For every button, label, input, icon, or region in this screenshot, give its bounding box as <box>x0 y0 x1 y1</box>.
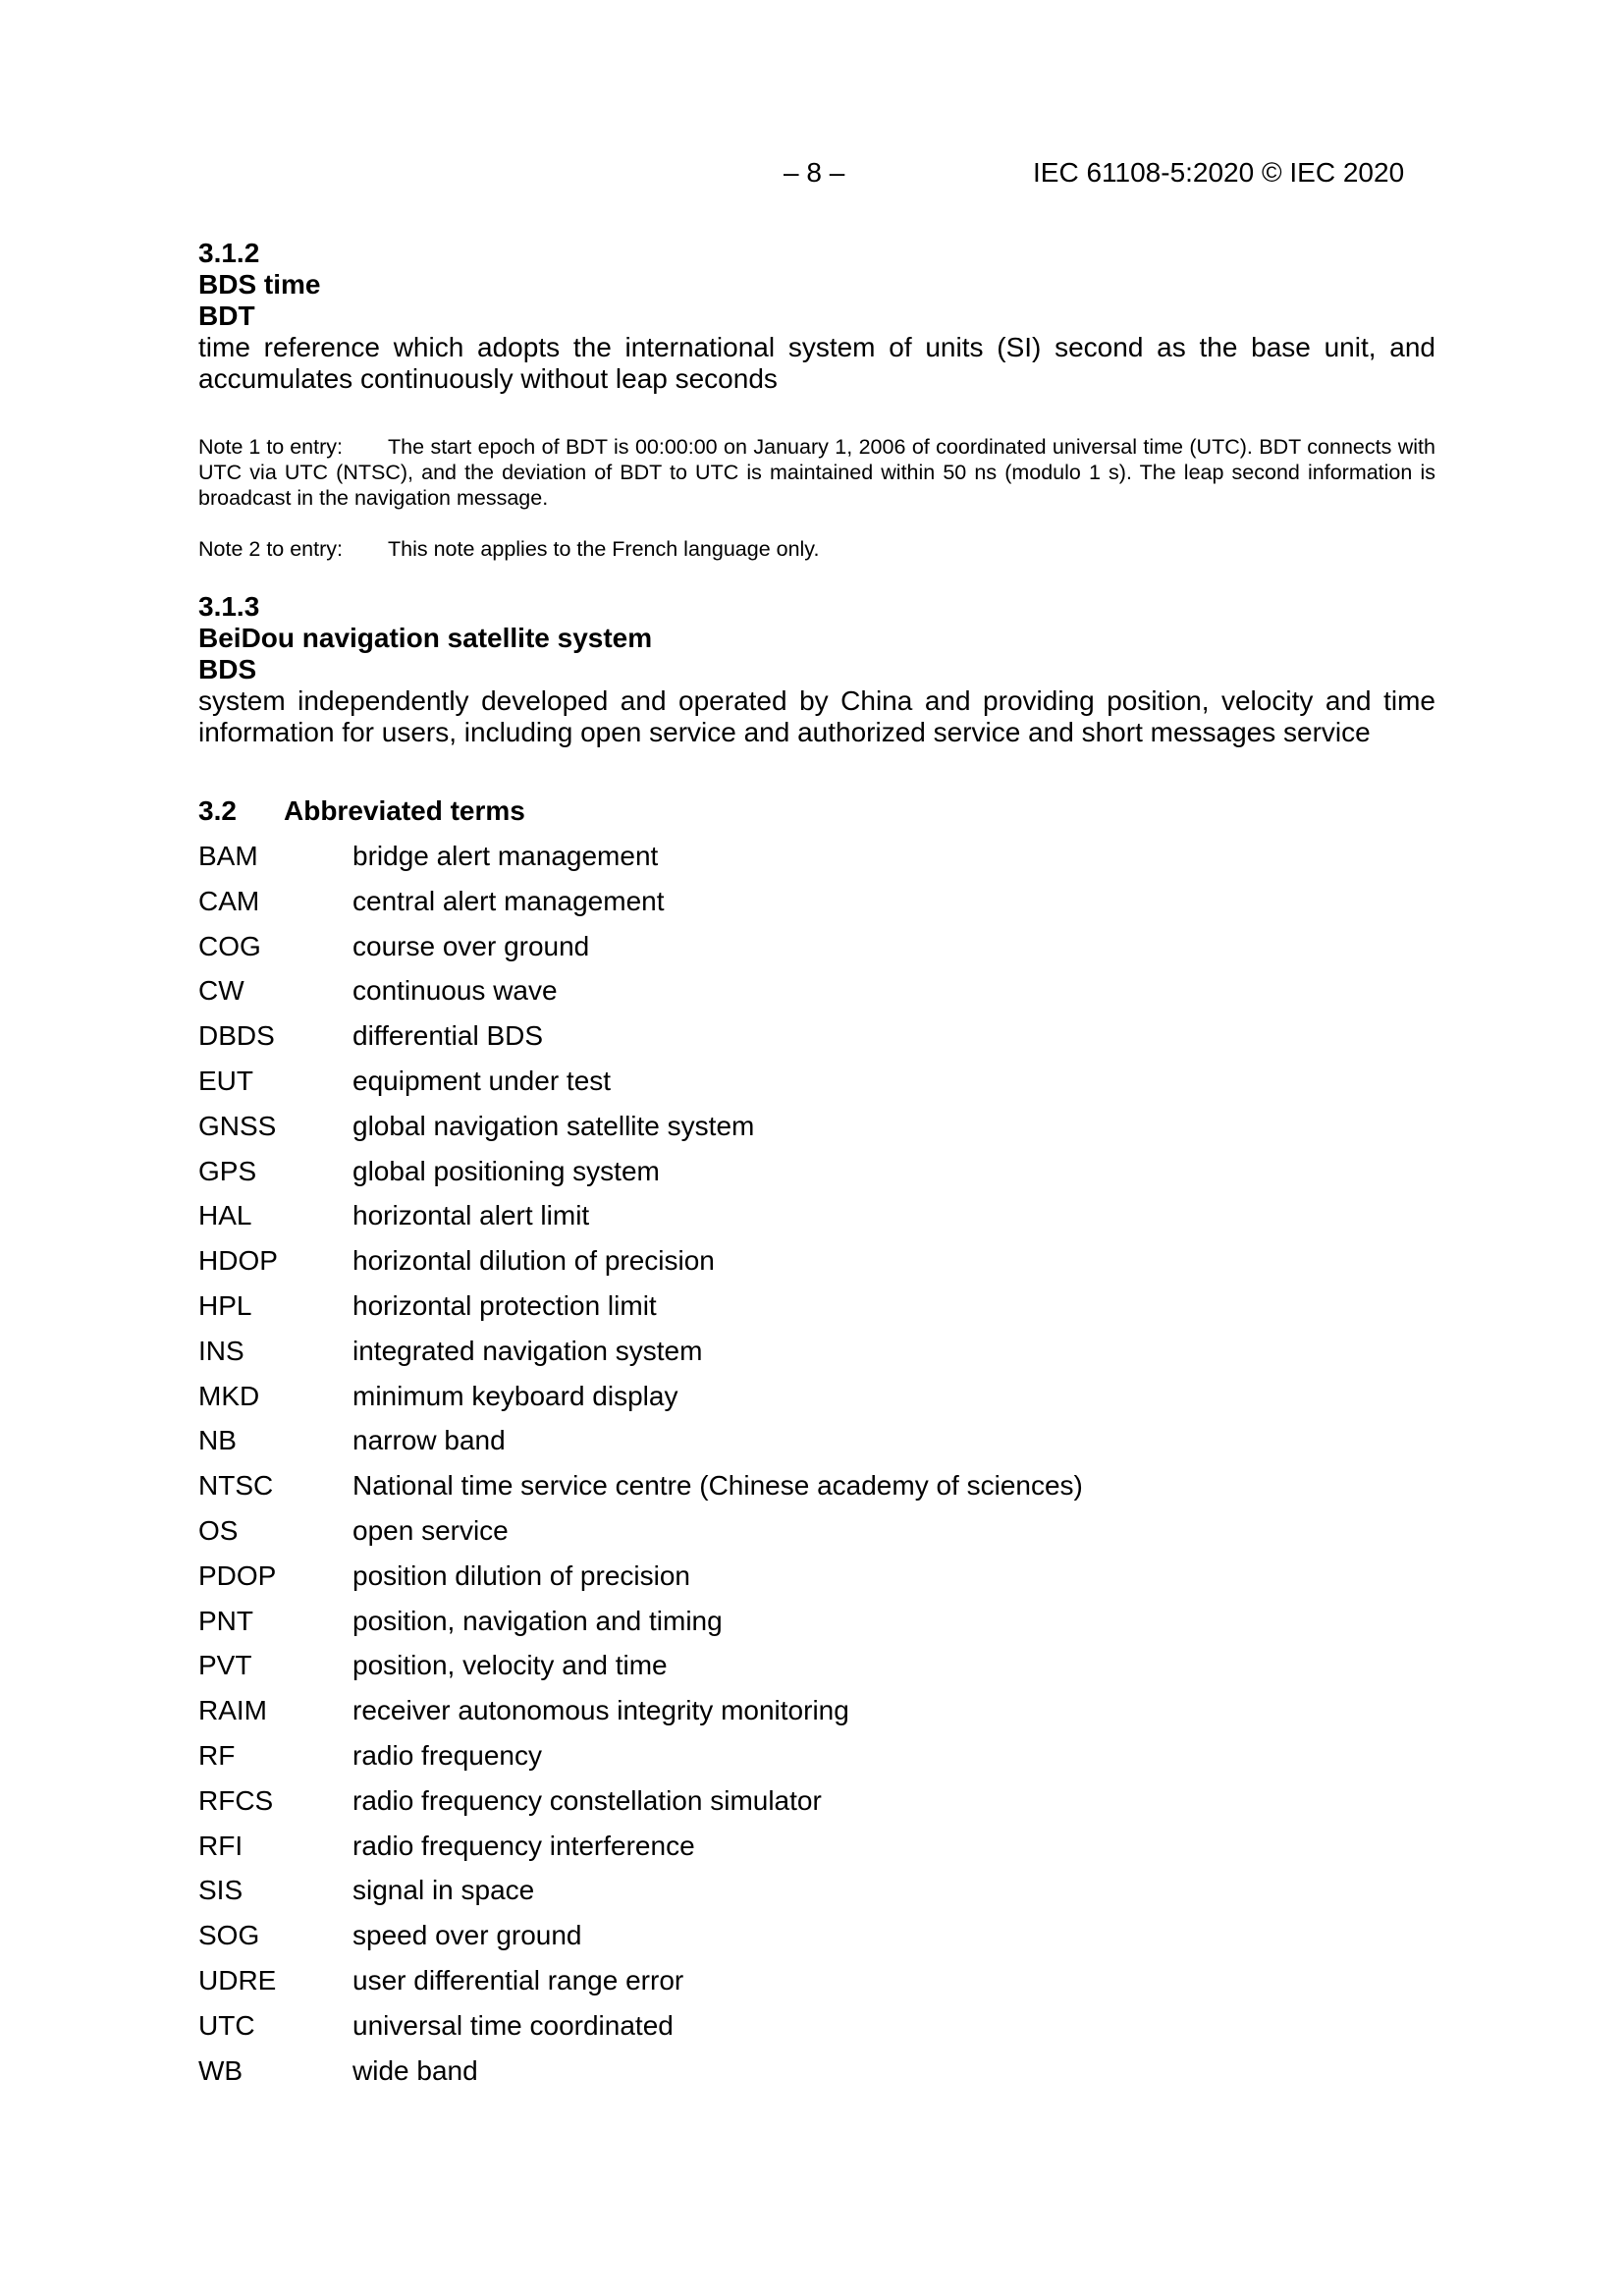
abbreviation-term: PVT <box>198 1650 252 1681</box>
abbreviation-term: SOG <box>198 1920 260 1951</box>
abbreviation-meaning: user differential range error <box>352 1964 684 1995</box>
abbreviation-meaning: continuous wave <box>352 975 558 1007</box>
abbreviation-meaning: radio frequency <box>352 1739 543 1771</box>
abbreviation-list <box>198 841 1435 2100</box>
abbreviation-row <box>198 975 1435 1020</box>
abbreviation-term: NB <box>198 1425 237 1456</box>
abbreviation-row <box>198 1606 1435 1651</box>
abbreviation-term: NTSC <box>198 1470 274 1502</box>
abbreviation-term: COG <box>198 930 261 961</box>
abbreviation-term: BAM <box>198 841 258 871</box>
abbreviation-meaning: position, velocity and time <box>352 1650 668 1681</box>
term-name: BeiDou navigation satellite system <box>198 623 653 653</box>
term-abbreviation: BDS <box>198 654 257 684</box>
abbreviation-meaning: narrow band <box>352 1425 506 1456</box>
abbreviation-meaning: course over ground <box>352 930 590 961</box>
abbreviation-row <box>198 1200 1435 1245</box>
note-2-label: Note 2 to entry: <box>198 537 343 561</box>
abbreviation-meaning: position, navigation and timing <box>352 1605 723 1636</box>
abbreviation-row <box>198 1111 1435 1156</box>
abbreviation-term: RF <box>198 1739 236 1771</box>
document-reference: IEC 61108-5:2020 © IEC 2020 <box>1033 157 1405 188</box>
abbreviation-meaning: wide band <box>352 2054 478 2086</box>
abbreviation-meaning: integrated navigation system <box>352 1335 703 1366</box>
abbreviation-term: INS <box>198 1335 244 1366</box>
section-number: 3.2 <box>198 795 237 826</box>
abbreviation-meaning: minimum keyboard display <box>352 1380 678 1411</box>
abbreviation-term: DBDS <box>198 1020 275 1052</box>
abbreviation-term: CAM <box>198 885 260 916</box>
abbreviation-term: HAL <box>198 1200 252 1231</box>
abbreviation-row <box>198 2055 1435 2101</box>
abbreviation-meaning: speed over ground <box>352 1920 582 1951</box>
abbreviation-meaning: open service <box>352 1514 509 1546</box>
abbreviation-meaning: universal time coordinated <box>352 2009 674 2041</box>
abbreviation-meaning: equipment under test <box>352 1065 612 1096</box>
abbreviation-row <box>198 1515 1435 1560</box>
abbreviation-term: GPS <box>198 1155 257 1186</box>
abbreviation-row <box>198 1965 1435 2010</box>
abbreviation-meaning: central alert management <box>352 885 665 916</box>
term-definition: time reference which adopts the international system of units (SI) second as the base unit, and accumulates continuously without leap seconds <box>198 332 1435 394</box>
abbreviation-meaning: bridge alert management <box>352 841 659 871</box>
abbreviation-term: HDOP <box>198 1245 278 1277</box>
abbreviation-row <box>198 1650 1435 1695</box>
note-1-text: The start epoch of BDT is 00:00:00 on January 1, 2006 of coordinated universal time (UTC). BDT connects with UTC via UTC (NTSC), and the deviation of BDT to UTC is maintained within 50 ns (modulo 1 s). The leap second information is broadcast in the navigation message. <box>198 435 1435 510</box>
abbreviation-term: PDOP <box>198 1559 277 1591</box>
abbreviation-term: OS <box>198 1514 239 1546</box>
abbreviation-term: WB <box>198 2054 243 2086</box>
abbreviation-meaning: radio frequency interference <box>352 1830 695 1861</box>
term-number: 3.1.3 <box>198 591 260 622</box>
abbreviation-meaning: signal in space <box>352 1875 535 1906</box>
abbreviation-row <box>198 841 1435 886</box>
abbreviation-row <box>198 886 1435 931</box>
abbreviation-term: UDRE <box>198 1964 277 1995</box>
abbreviation-row <box>198 931 1435 976</box>
term-number: 3.1.2 <box>198 238 260 268</box>
abbreviation-row <box>198 1831 1435 1876</box>
abbreviation-meaning: global positioning system <box>352 1155 660 1186</box>
abbreviation-term: PNT <box>198 1605 253 1636</box>
abbreviation-row <box>198 1875 1435 1920</box>
note-2 <box>198 536 1435 562</box>
term-abbreviation: BDT <box>198 301 255 331</box>
abbreviation-row <box>198 1020 1435 1066</box>
page-number: – 8 – <box>784 157 845 188</box>
term-name: BDS time <box>198 269 321 300</box>
abbreviation-row <box>198 1066 1435 1111</box>
abbreviation-meaning: National time service centre (Chinese academy of sciences) <box>352 1470 1083 1502</box>
abbreviation-meaning: global navigation satellite system <box>352 1110 755 1141</box>
abbreviation-meaning: horizontal dilution of precision <box>352 1245 715 1277</box>
abbreviation-term: EUT <box>198 1065 253 1096</box>
abbreviation-row <box>198 1336 1435 1381</box>
note-1-label: Note 1 to entry: <box>198 435 343 459</box>
abbreviation-term: CW <box>198 975 244 1007</box>
abbreviation-term: RAIM <box>198 1695 267 1726</box>
abbreviation-row <box>198 1381 1435 1426</box>
abbreviation-row <box>198 1156 1435 1201</box>
abbreviation-term: UTC <box>198 2009 255 2041</box>
note-2-text: This note applies to the French language only. <box>388 537 820 561</box>
term-entry-bds-time <box>198 238 1435 562</box>
page-content <box>198 238 1435 2100</box>
term-entry-bds <box>198 591 1435 748</box>
abbreviation-meaning: horizontal alert limit <box>352 1200 590 1231</box>
note-1 <box>198 434 1435 511</box>
abbreviation-term: GNSS <box>198 1110 277 1141</box>
abbreviation-meaning: horizontal protection limit <box>352 1289 657 1321</box>
abbreviation-term: HPL <box>198 1289 252 1321</box>
abbreviation-meaning: differential BDS <box>352 1020 544 1052</box>
abbreviation-term: RFCS <box>198 1784 274 1816</box>
abbreviation-row <box>198 1560 1435 1606</box>
abbreviation-row <box>198 2010 1435 2055</box>
abbreviation-meaning: position dilution of precision <box>352 1559 690 1591</box>
abbreviation-row <box>198 1245 1435 1290</box>
abbreviation-row <box>198 1290 1435 1336</box>
abbreviation-meaning: radio frequency constellation simulator <box>352 1784 822 1816</box>
abbreviation-row <box>198 1425 1435 1470</box>
abbreviation-term: MKD <box>198 1380 260 1411</box>
section-heading-abbreviated-terms <box>198 795 1435 827</box>
abbreviation-row <box>198 1920 1435 1965</box>
abbreviation-row <box>198 1740 1435 1785</box>
abbreviation-row <box>198 1695 1435 1740</box>
section-title: Abbreviated terms <box>284 795 525 826</box>
abbreviation-row <box>198 1785 1435 1831</box>
abbreviation-term: RFI <box>198 1830 243 1861</box>
abbreviation-term: SIS <box>198 1875 243 1906</box>
abbreviation-row <box>198 1470 1435 1515</box>
abbreviation-meaning: receiver autonomous integrity monitoring <box>352 1695 849 1726</box>
term-definition: system independently developed and operated by China and providing position, velocity and time information for users, including open service and authorized service and short messages service <box>198 685 1435 747</box>
